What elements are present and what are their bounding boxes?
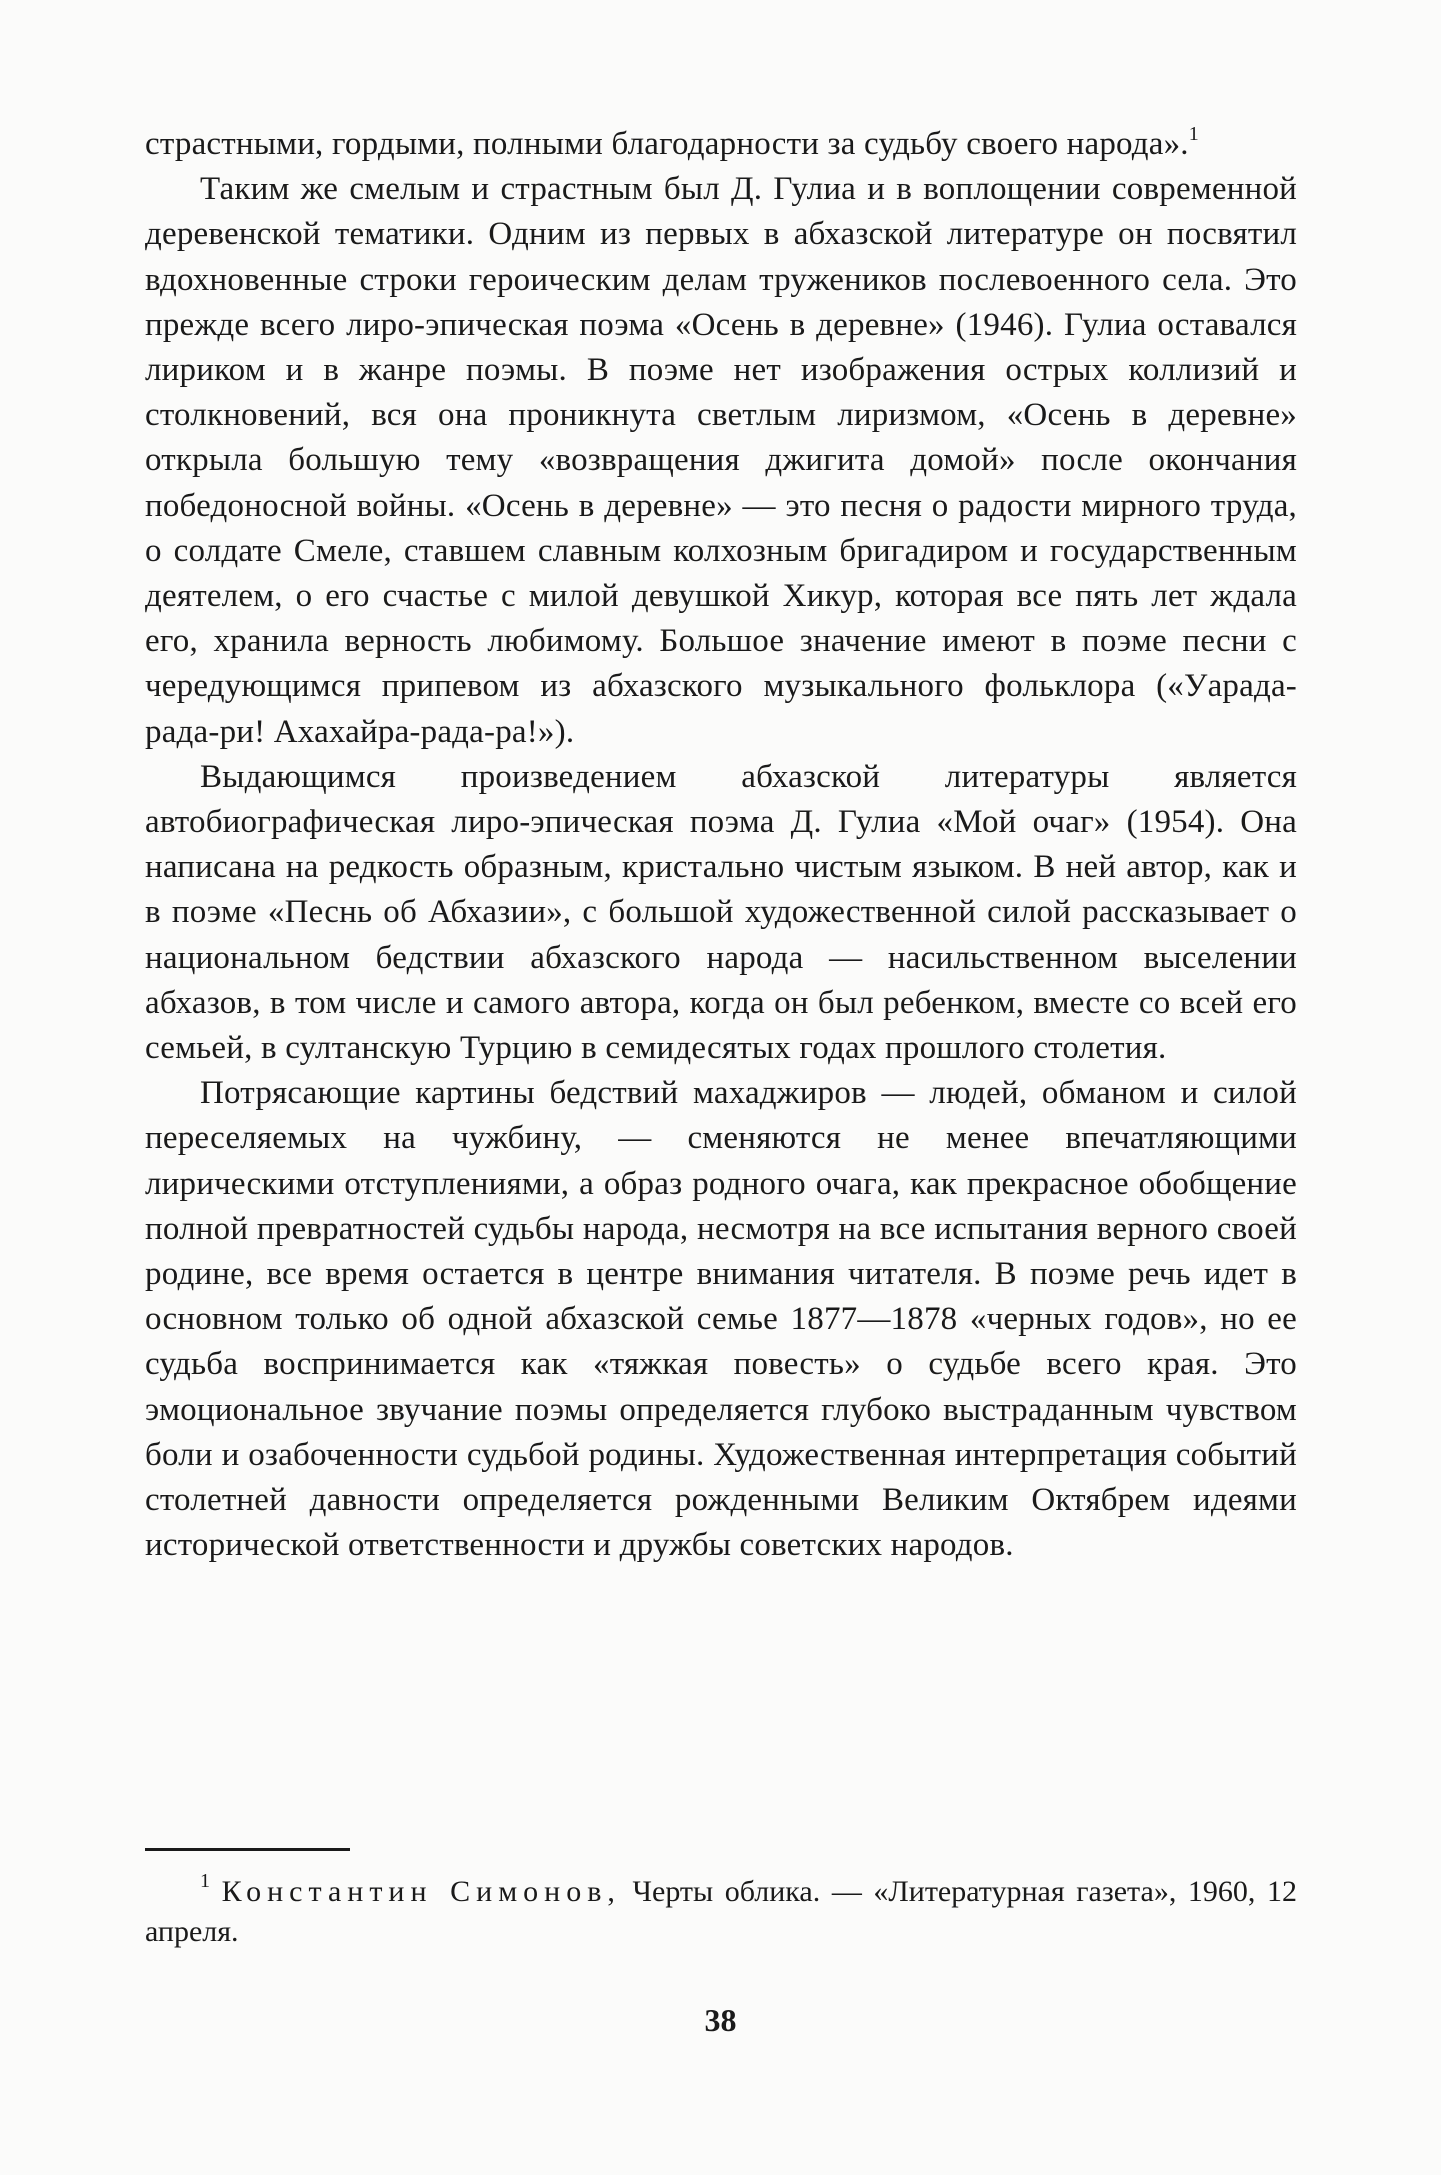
paragraph-1-text: страстными, гордыми, полными благодарности за судьбу своего народа». <box>145 126 1189 162</box>
paragraph-2: Таким же смелым и страстным был Д. Гулиа и в воплощении современной деревенской тематики. Одним из первых в абхазской литературе он посвятил вдохновенные строки героическим делам тружеников послевоенного села. Это прежде всего лиро-эпическая поэма «Осень в деревне» (1946). Гулиа оставался лириком и в жанре поэмы. В поэме нет изображения острых коллизий и столкновений, вся она проникнута светлым лиризмом, «Осень в деревне» открыла большую тему «возвращения джигита домой» после окончания победоносной войны. «Осень в деревне» — это песня о радости мирного труда, о солдате Смеле, ставшем славным колхозным бригадиром и государственным деятелем, о его счастье с милой девушкой Хикур, которая все пять лет ждала его, хранила верность любимому. Большое значение имеют в поэме песни с чередующимся припевом из абхазского музыкального фольклора («Уарада-рада-ри! Ахахайра-рада-ра!»). <box>145 171 1297 750</box>
footnote-author: Константин Симонов, <box>221 1875 621 1908</box>
footnote-divider <box>145 1848 350 1851</box>
footnote <box>145 1872 1297 1952</box>
footnote-reference: 1 <box>1188 123 1199 145</box>
page-number: 38 <box>704 2002 737 2038</box>
paragraph-4: Потрясающие картины бедствий махаджиров — людей, обманом и силой переселяемых на чужбину, — сменяются не менее впечатляющими лирическими отступлениями, а образ родного очага, как прекрасное обобщение полной превратностей судьбы народа, несмотря на все испытания верного своей родине, все время остается в центре внимания читателя. В поэме речь идет в основном только об одной абхазской семье 1877—1878 «черных годов», но ее судьба воспринимается как «тяжкая повесть» о судьбе всего края. Это эмоциональное звучание поэмы определяется глубоко выстраданным чувством боли и озабоченности судьбой родины. Художественная интерпретация событий столетней давности определяется рожденными Великим Октябрем идеями исторической ответственности и дружбы советских народов. <box>145 1075 1297 1564</box>
paragraph-3: Выдающимся произведением абхазской литературы является автобиографическая лиро-эпическая поэма Д. Гулиа «Мой очаг» (1954). Она написана на редкость образным, кристально чистым языком. В ней автор, как и в поэме «Песнь об Абхазии», с большой художественной силой рассказывает о национальном бедствии абхазского народа — насильственном выселении абхазов, в том числе и самого автора, когда он был ребенком, вместе со всей его семьей, в султанскую Турцию в семидесятых годах прошлого столетия. <box>145 758 1297 1067</box>
main-text <box>145 122 1297 1569</box>
footnote-marker: 1 <box>200 1870 210 1892</box>
footnote-text: Черты облика. — «Литературная газета», 1960, 12 апреля. <box>145 1875 1298 1948</box>
paragraph-1 <box>145 122 1297 167</box>
